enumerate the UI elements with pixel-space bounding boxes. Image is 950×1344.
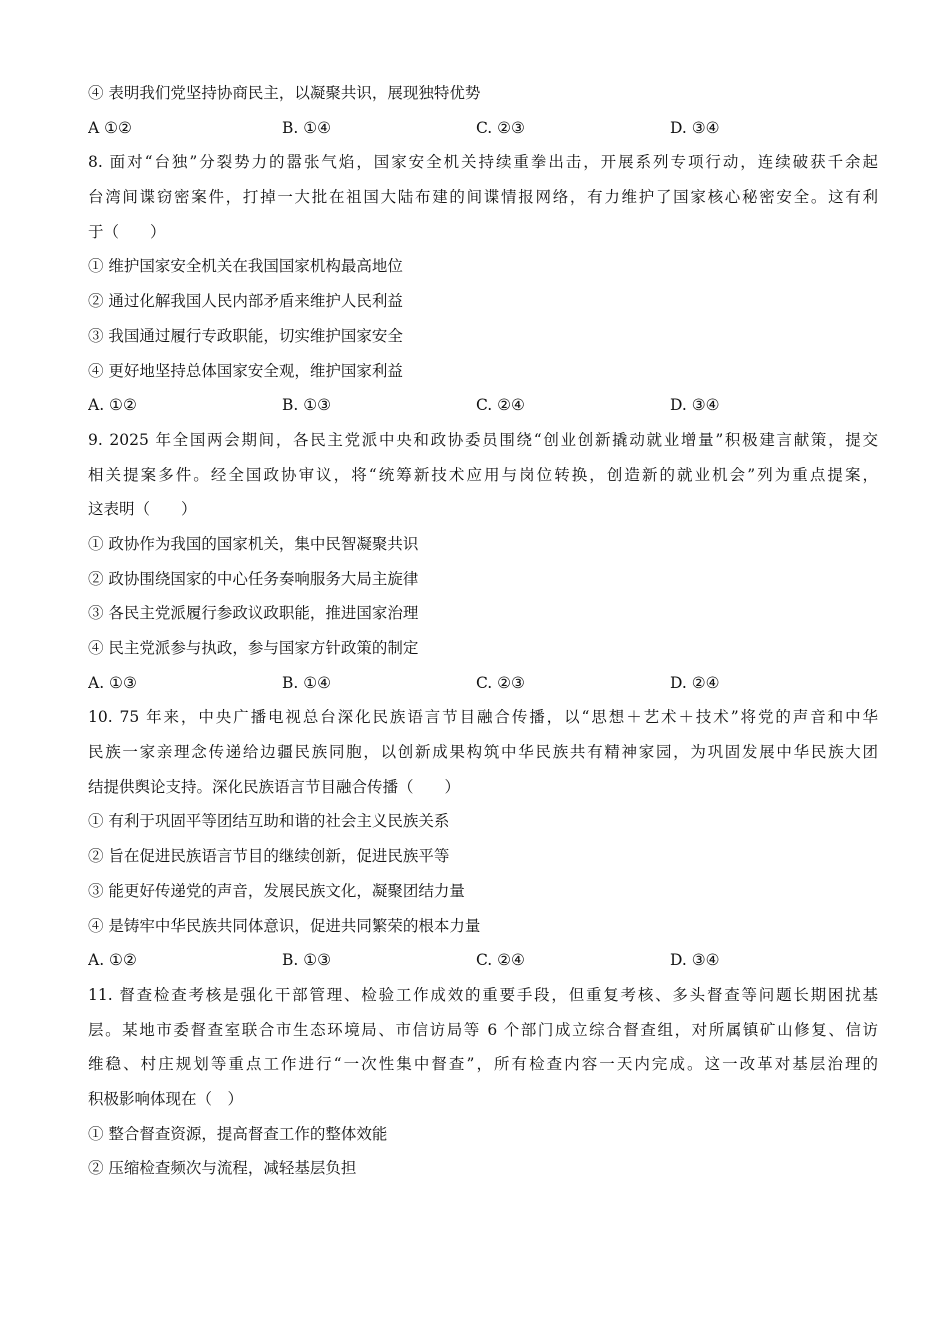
statement-item: ① 政协作为我国的国家机关，集中民智凝聚共识 <box>88 534 419 553</box>
answer-options-row <box>88 111 878 146</box>
question-stem-line: 层。某地市委督查室联合市生态环境局、市信访局等 6 个部门成立综合督查组，对所属镇矿山修复、信访 <box>88 1020 878 1039</box>
question-stem-line: 民族一家亲理念传递给边疆民族同胞，以创新成果构筑中华民族共有精神家园，为巩固发展中华民族大团 <box>88 743 878 762</box>
answer-option-d[interactable]: D. ③④ <box>670 118 720 137</box>
answer-option-a[interactable]: A. ①③ <box>88 673 137 692</box>
statement-item: ② 通过化解我国人民内部矛盾来维护人民利益 <box>88 292 403 311</box>
answer-option-c[interactable]: C. ②③ <box>476 118 525 137</box>
answer-option-a[interactable]: A. ①② <box>88 396 137 415</box>
statement-item: ③ 能更好传递党的声音，发展民族文化，凝聚团结力量 <box>88 881 465 900</box>
question-q11 <box>88 978 878 1186</box>
answer-option-a[interactable]: A. ①② <box>88 951 137 970</box>
question-stem-line: 9. 2025 年全国两会期间，各民主党派中央和政协委员围绕“创业创新撬动就业增量”积极建言献策，提交 <box>88 430 878 449</box>
statement-item: ① 整合督查资源，提高督查工作的整体效能 <box>88 1124 388 1143</box>
question-stem-line: 台湾间谍窃密案件，打掉一大批在祖国大陆布建的间谍情报网络，有力维护了国家核心秘密安全。这有利 <box>88 188 878 207</box>
answer-option-b[interactable]: B. ①④ <box>282 118 332 137</box>
answer-options-row <box>88 666 878 701</box>
statement-item: ② 政协围绕国家的中心任务奏响服务大局主旋律 <box>88 569 419 588</box>
statement-item: ② 旨在促进民族语言节目的继续创新，促进民族平等 <box>88 847 450 866</box>
answer-options-row <box>88 388 878 423</box>
answer-option-b[interactable]: B. ①③ <box>282 396 332 415</box>
question-stem-line: 相关提案多件。经全国政协审议，将“统筹新技术应用与岗位转换，创造新的就业机会”列为重点提案， <box>88 465 878 484</box>
statement-item: ② 压缩检查频次与流程，减轻基层负担 <box>88 1159 357 1178</box>
question-stem-line: 这表明（ ） <box>88 500 197 519</box>
question-stem-line: 积极影响体现在（ ） <box>88 1089 244 1108</box>
answer-option-b[interactable]: B. ①③ <box>282 951 332 970</box>
statement-item: ③ 各民主党派履行参政议政职能，推进国家治理 <box>88 604 419 623</box>
statement-item: ④ 更好地坚持总体国家安全观，维护国家利益 <box>88 361 403 380</box>
statement-item: ③ 我国通过履行专政职能，切实维护国家安全 <box>88 326 403 345</box>
answer-option-b[interactable]: B. ①④ <box>282 673 332 692</box>
answer-option-d[interactable]: D. ③④ <box>670 951 720 970</box>
answer-option-c[interactable]: C. ②④ <box>476 951 525 970</box>
answer-option-c[interactable]: C. ②④ <box>476 396 525 415</box>
statement-item: ④ 表明我们党坚持协商民主，以凝聚共识，展现独特优势 <box>88 84 481 102</box>
question-q10 <box>88 700 878 978</box>
answer-option-d[interactable]: D. ②④ <box>670 673 720 692</box>
question-stem-line: 结提供舆论支持。深化民族语言节目融合传播（ ） <box>88 777 461 796</box>
statement-item: ① 维护国家安全机关在我国国家机构最高地位 <box>88 257 403 276</box>
statement-item: ④ 民主党派参与执政，参与国家方针政策的制定 <box>88 639 419 657</box>
question-q9 <box>88 423 878 701</box>
answer-option-c[interactable]: C. ②③ <box>476 673 525 692</box>
answer-options-row <box>88 943 878 978</box>
question-stem-line: 于（ ） <box>88 222 166 241</box>
question-stem-line: 8. 面对“台独”分裂势力的嚣张气焰，国家安全机关持续重拳出击，开展系列专项行动，连续破获千余起 <box>88 153 878 172</box>
question-q8 <box>88 145 878 423</box>
exam-page <box>88 76 878 1186</box>
question-stem-line: 10. 75 年来，中央广播电视总台深化民族语言节目融合传播，以“思想＋艺术＋技术”将党的声音和中华 <box>88 708 878 727</box>
statement-item: ① 有利于巩固平等团结互助和谐的社会主义民族关系 <box>88 812 450 831</box>
answer-option-d[interactable]: D. ③④ <box>670 396 720 415</box>
statement-item: ④ 是铸牢中华民族共同体意识，促进共同繁荣的根本力量 <box>88 916 481 935</box>
question-stem-line: 11. 督查检查考核是强化干部管理、检验工作成效的重要手段，但重复考核、多头督查等问题长期困扰基 <box>88 985 878 1004</box>
answer-option-a[interactable]: A ①② <box>88 118 132 137</box>
question-stem-line: 维稳、村庄规划等重点工作进行“一次性集中督查”，所有检查内容一天内完成。这一改革对基层治理的 <box>88 1055 878 1074</box>
question-q7-tail <box>88 76 878 145</box>
